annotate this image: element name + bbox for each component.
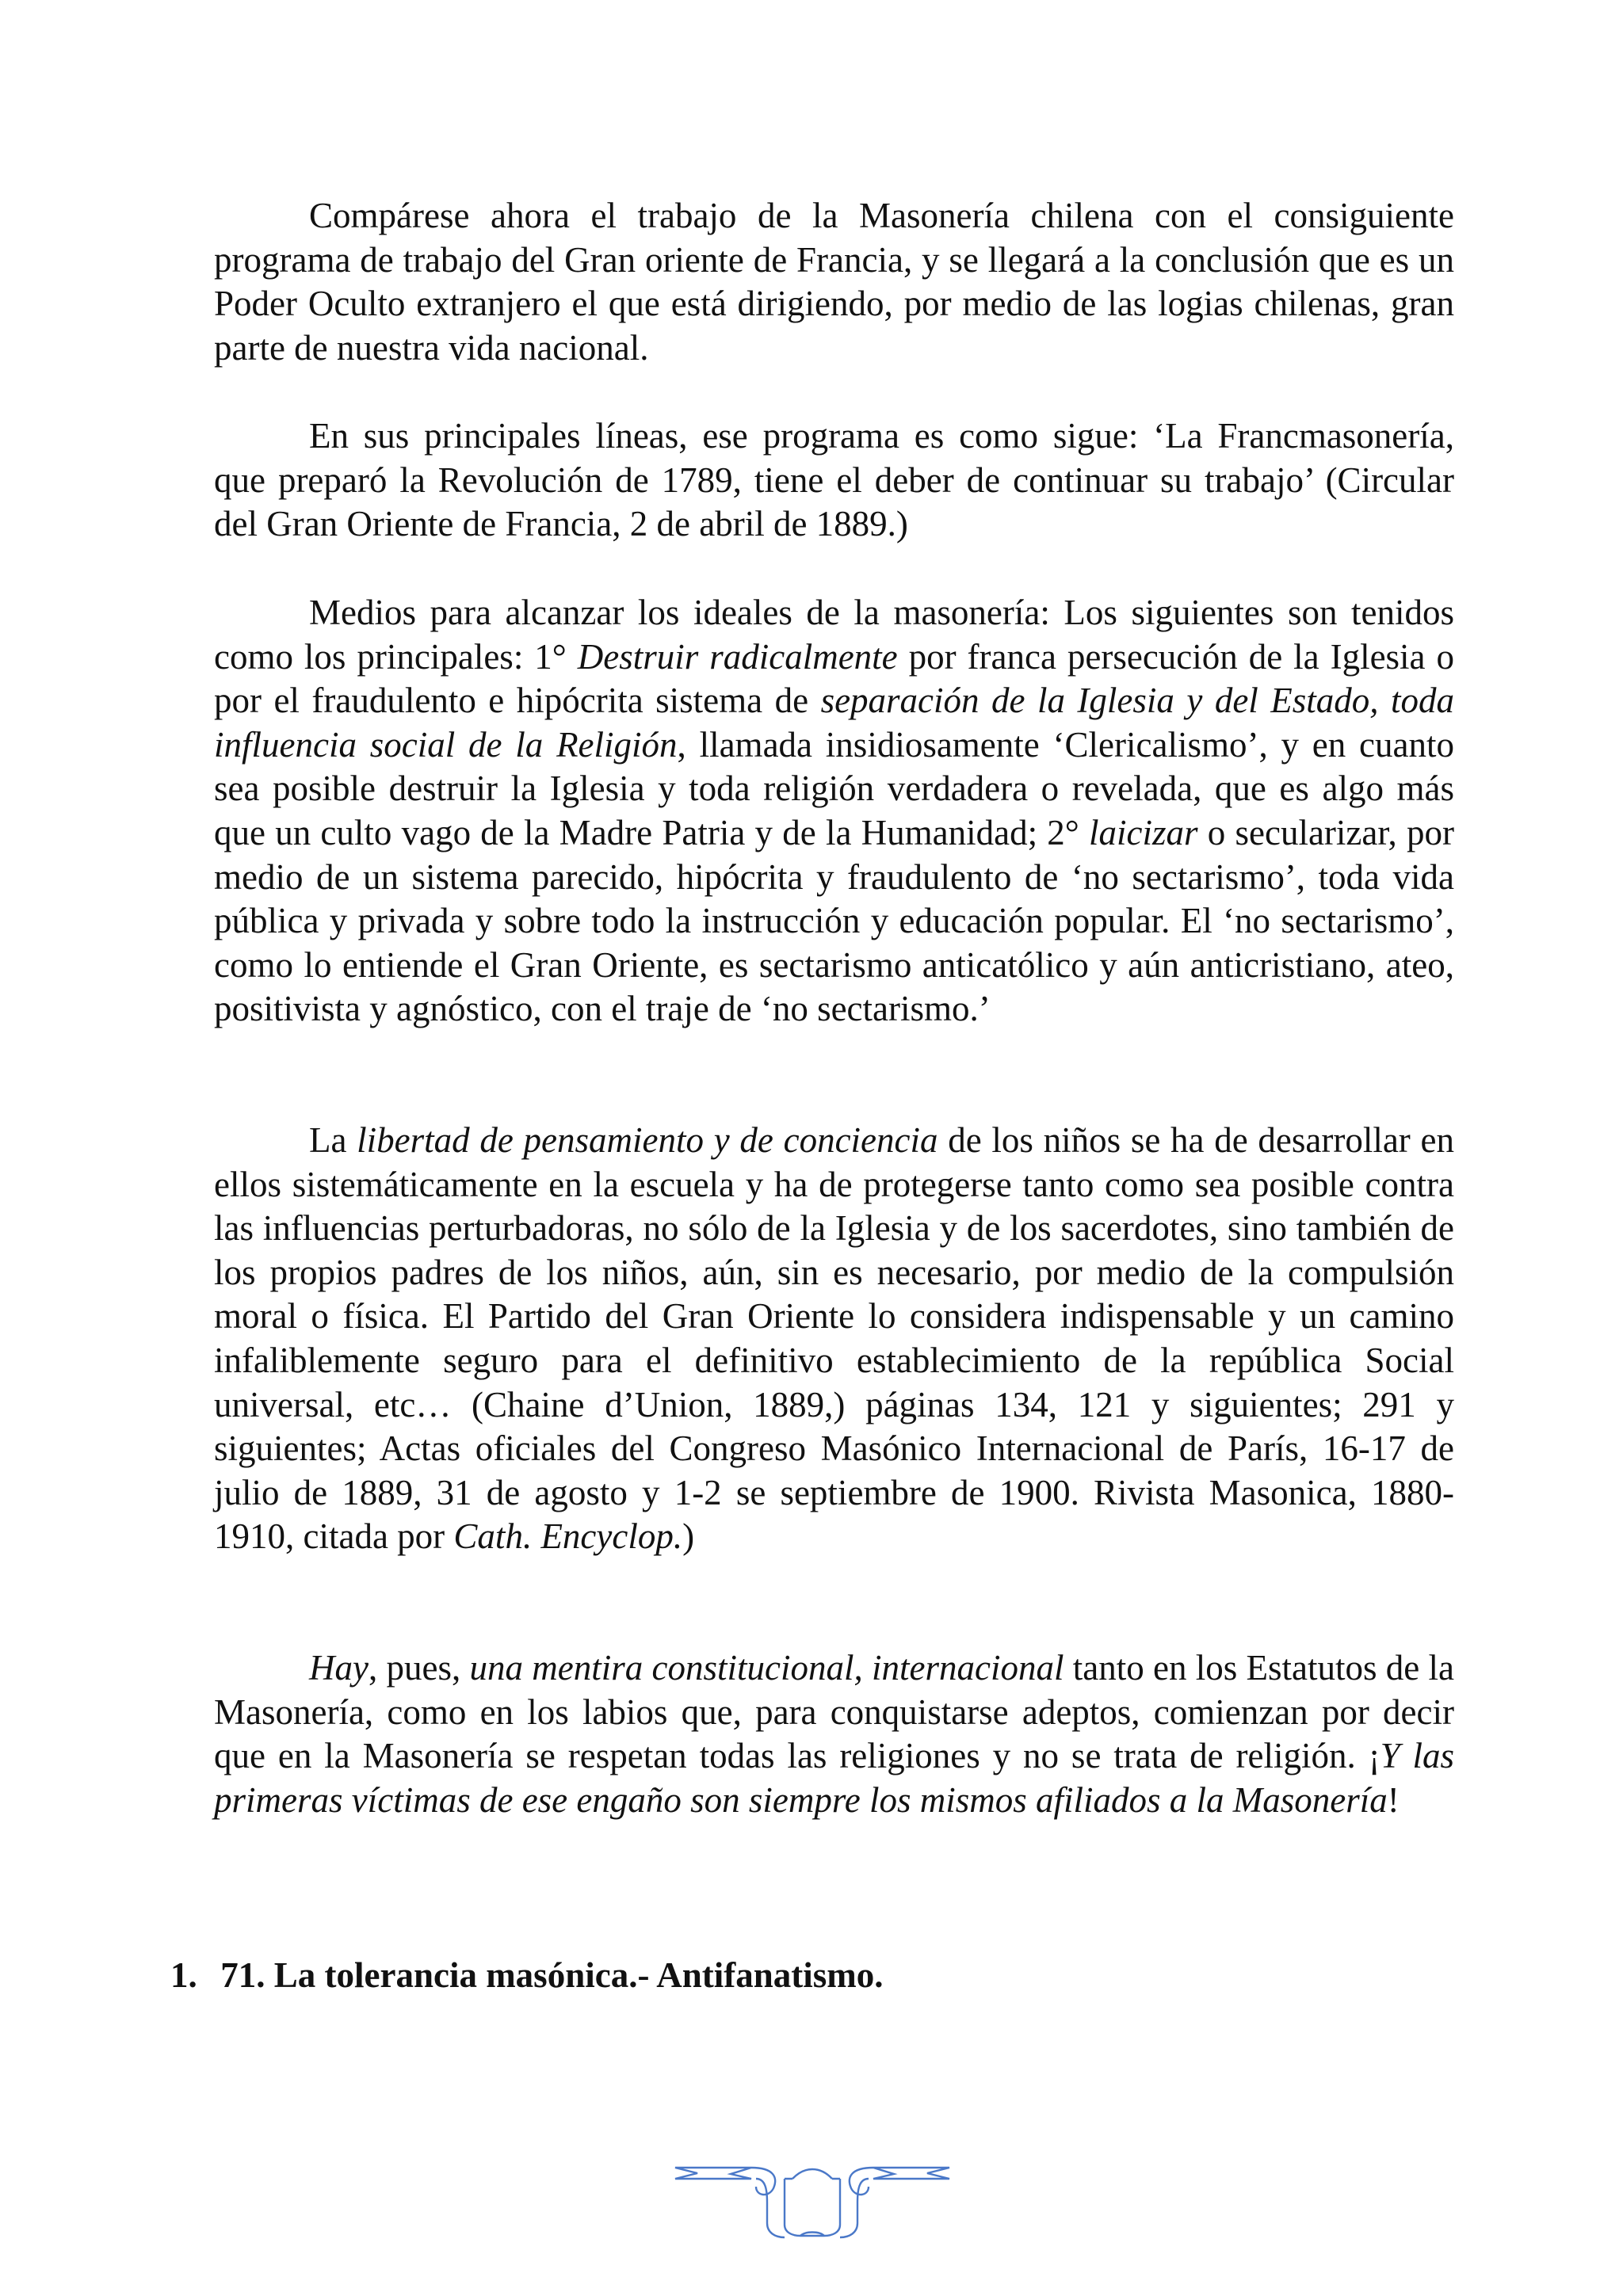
paragraph-4-italic-1: libertad de pensamiento y de conciencia — [357, 1120, 938, 1160]
paragraph-5-italic-3: Y las primeras víctimas de ese engaño son siempre los mismos afiliados a la Masonería — [214, 1736, 1455, 1820]
section-heading — [170, 1954, 883, 1997]
paragraph-1-text: Compárese ahora el trabajo de la Masonería chilena con el consiguiente programa de trabajo del Gran oriente de Francia, y se llegará a la conclusión que es un Poder Oculto extranjero el que está dirigiendo, por medio de las logias chilenas, gran parte de nuestra vida nacional. — [214, 196, 1454, 368]
section-heading-number: 1. — [170, 1955, 197, 1995]
section-heading-text: 71. La tolerancia masónica.- Antifanatismo. — [220, 1955, 884, 1995]
paragraph-5-italic-2: una mentira constitucional, internacional — [469, 1648, 1064, 1688]
paragraph-2 — [214, 414, 1454, 547]
paragraph-3-text-2: por franca persecución de la Iglesia o por el fraudulento e hipócrita sistema de — [214, 636, 1454, 721]
paragraph-3-italic-2: separación de la Iglesia y del Estado, toda influencia social de la Religión — [214, 681, 1454, 765]
decorative-page-ornament-icon — [674, 2161, 951, 2241]
paragraph-4-text-3: ) — [682, 1516, 695, 1557]
paragraph-2-text: En sus principales líneas, ese programa es como sigue: ‘La Francmasonería, que preparó la Revolución de 1789, tiene el deber de continuar su trabajo’ (Circular del Gran Oriente de Francia, 2 de abril de 1889.) — [214, 416, 1454, 544]
paragraph-5-italic-1: Hay — [309, 1648, 369, 1688]
paragraph-5-text-2: tanto en los Estatutos de la Masonería, como en los labios que, para conquistarse adeptos, comienzan por decir que en la Masonería se respetan todas las religiones y no se trata de religión. ¡ — [214, 1648, 1454, 1776]
paragraph-1 — [214, 194, 1454, 370]
paragraph-3-italic-1: Destruir radicalmente — [577, 636, 898, 677]
paragraph-5 — [214, 1646, 1454, 1822]
paragraph-4 — [214, 1119, 1454, 1559]
paragraph-3-text-4: o secularizar, por medio de un sistema parecido, hipócrita y fraudulento de ‘no sectarismo’, toda vida pública y privada y sobre todo la instrucción y educación popular. El ‘no sectarismo’, como lo entiende el Gran Oriente, es sectarismo anticatólico y aún anticristiano, ateo, positivista y agnóstico, con el traje de ‘no sectarismo.’ — [214, 812, 1454, 1029]
paragraph-5-text-3: ! — [1387, 1779, 1400, 1820]
paragraph-5-text-1: , pues, — [368, 1648, 470, 1688]
paragraph-3-italic-3: laicizar — [1089, 812, 1198, 852]
paragraph-3-text-1: Medios para alcanzar los ideales de la masonería: Los siguientes son tenidos como los principales: 1° — [214, 593, 1454, 677]
paragraph-4-text-1: La — [309, 1120, 357, 1160]
paragraph-4-text-2: de los niños se ha de desarrollar en ellos sistemáticamente en la escuela y ha de protegerse tanto como sea posible contra las influencias perturbadoras, no sólo de la Iglesia y de los sacerdotes, sino también de los propios padres de los niños, aún, sin es necesario, por medio de la compulsión moral o física. El Partido del Gran Oriente lo considera indispensable y un camino infaliblemente seguro para el definitivo establecimiento de la república Social universal, etc… (Chaine d’Union, 1889,) páginas 134, 121 y siguientes; 291 y siguientes; Actas oficiales del Congreso Masónico Internacional de París, 16-17 de julio de 1889, 31 de agosto y 1-2 se septiembre de 1900. Rivista Masonica, 1880-1910, citada por — [214, 1120, 1454, 1557]
paragraph-3-text-3: , llamada insidiosamente ‘Clericalismo’, y en cuanto sea posible destruir la Iglesia y toda religión verdadera o revelada, que es algo más que un culto vago de la Madre Patria y de la Humanidad; 2° — [214, 724, 1454, 852]
paragraph-3 — [214, 591, 1454, 1032]
paragraph-4-italic-2: Cath. Encyclop. — [453, 1516, 683, 1557]
